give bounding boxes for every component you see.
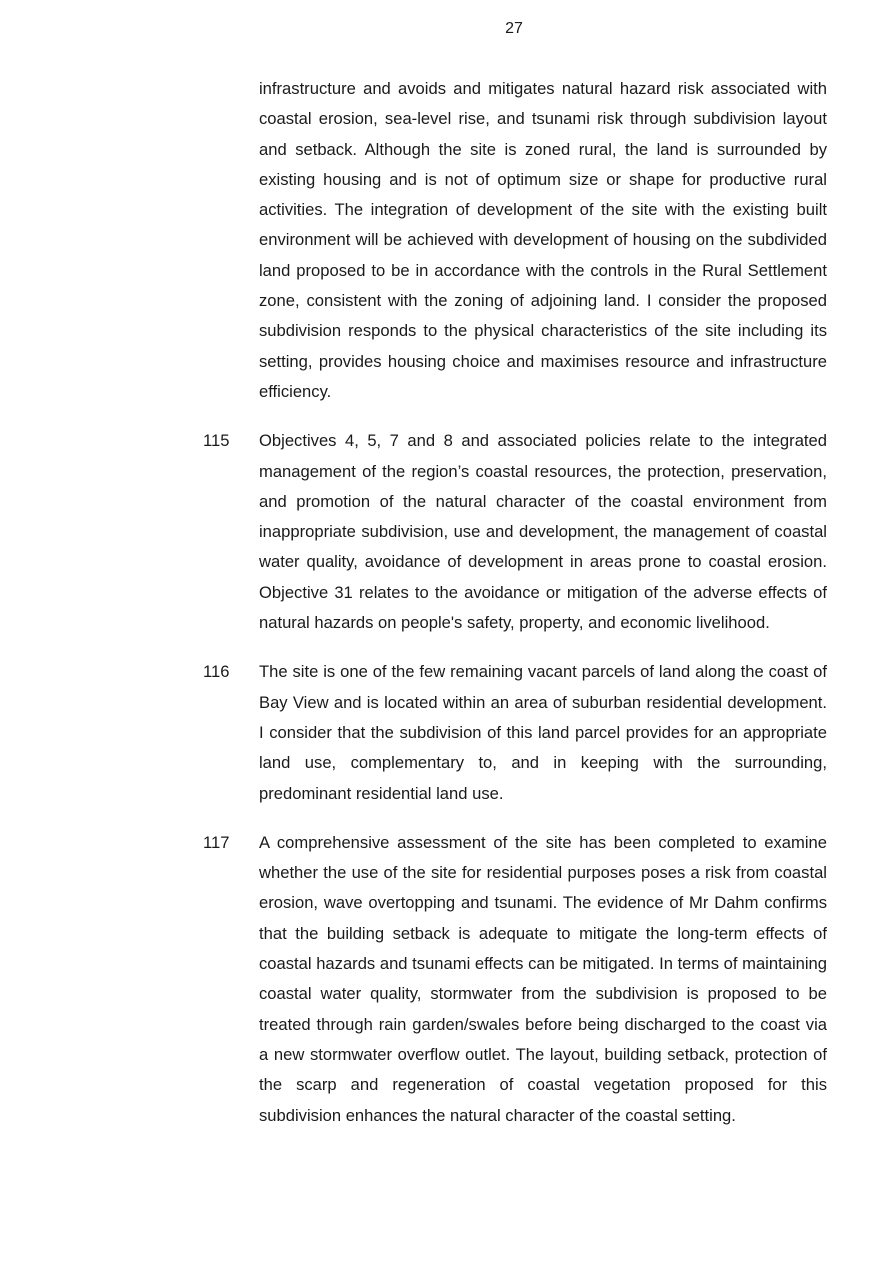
page-number: 27 [505,20,523,37]
paragraph-117 [203,828,827,1131]
paragraph-number: 115 [203,431,230,451]
paragraph-116 [203,657,827,808]
paragraph-number: 116 [203,662,230,682]
page-body [203,74,827,1131]
paragraph-continuation [203,74,827,407]
paragraph-text: infrastructure and avoids and mitigates natural hazard risk associated with coastal erosion, sea-level rise, and tsunami risk through subdivision layout and setback. Although the site is zoned rural, the land is surrounded by existing housing and is not of optimum size or shape for productive rural activities. The integration of development of the site with the existing built environment will be achieved with development of housing on the subdivided land proposed to be in accordance with the controls in the Rural Settlement zone, consistent with the zoning of adjoining land. I consider the proposed subdivision responds to the physical characteristics of the site including its setting, provides housing choice and maximises resource and infrastructure efficiency. [259,79,827,401]
paragraph-text: The site is one of the few remaining vacant parcels of land along the coast of Bay View and is located within an area of suburban residential development. I consider that the subdivision of this land parcel provides for an appropriate land use, complementary to, and in keeping with the surrounding, predominant residential land use. [259,662,827,803]
paragraph-115 [203,426,827,638]
paragraph-text: Objectives 4, 5, 7 and 8 and associated policies relate to the integrated management of the region’s coastal resources, the protection, preservation, and promotion of the natural character of the coastal environment from inappropriate subdivision, use and development, the management of coastal water quality, avoidance of development in areas prone to coastal erosion. Objective 31 relates to the avoidance or mitigation of the adverse effects of natural hazards on people's safety, property, and economic livelihood. [259,431,827,633]
paragraph-number: 117 [203,832,230,852]
paragraph-number [203,74,259,407]
paragraph-text: A comprehensive assessment of the site has been completed to examine whether the use of the site for residential purposes poses a risk from coastal erosion, wave overtopping and tsunami. The evidence of Mr Dahm confirms that the building setback is adequate to mitigate the long-term effects of coastal hazards and tsunami effects can be mitigated. In terms of maintaining coastal water quality, stormwater from the subdivision is proposed to be treated through rain garden/swales before being discharged to the coast via a new stormwater overflow outlet. The layout, building setback, protection of the scarp and regeneration of coastal vegetation proposed for this subdivision enhances the natural character of the coastal setting. [259,832,827,1125]
